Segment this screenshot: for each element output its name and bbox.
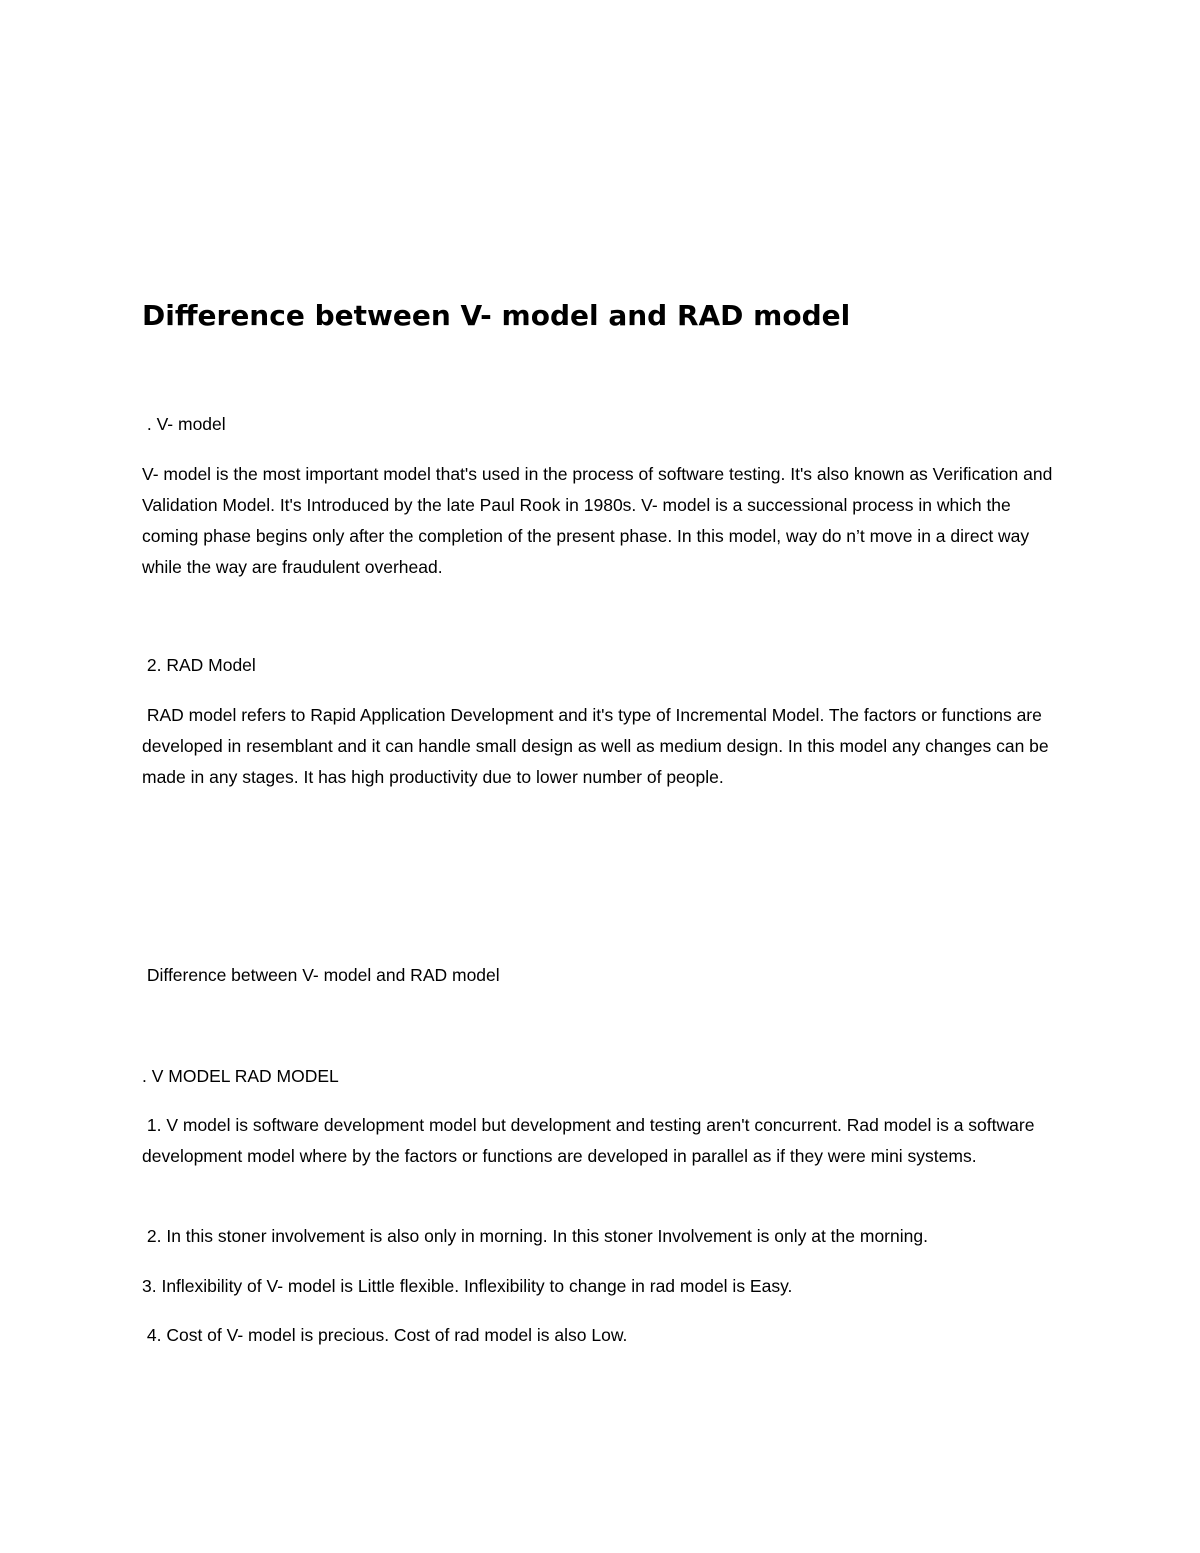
- section-heading-v-model: . V- model: [142, 414, 226, 434]
- comparison-header: . V MODEL RAD MODEL: [142, 1066, 339, 1086]
- comparison-point-3: 3. Inflexibility of V- model is Little flexible. Inflexibility to change in rad model is Easy.: [142, 1276, 793, 1296]
- comparison-point-1: 1. V model is software development model but development and testing aren't concurrent. Rad model is a software development model where by the factors or functions are developed in parallel as if they were mini systems.: [142, 1115, 1040, 1166]
- section-heading-rad-model: 2. RAD Model: [142, 655, 256, 675]
- document-title: Difference between V- model and RAD model: [142, 299, 851, 332]
- comparison-point-4: 4. Cost of V- model is precious. Cost of rad model is also Low.: [142, 1325, 628, 1345]
- comparison-point-2: 2. In this stoner involvement is also only in morning. In this stoner Involvement is only at the morning.: [142, 1226, 928, 1246]
- section-body-v-model: V- model is the most important model that's used in the process of software testing. It's also known as Verification and Validation Model. It's Introduced by the late Paul Rook in 1980s. V- model is a successional process in which the coming phase begins only after the completion of the present phase. In this model, way do n’t move in a direct way while the way are fraudulent overhead.: [142, 464, 1058, 577]
- section-body-rad-model: RAD model refers to Rapid Application Development and it's type of Incremental Model. The factors or functions are developed in resemblant and it can handle small design as well as medium design. In this model any changes can be made in any stages. It has high productivity due to lower number of people.: [142, 705, 1054, 787]
- comparison-title: Difference between V- model and RAD model: [142, 965, 500, 985]
